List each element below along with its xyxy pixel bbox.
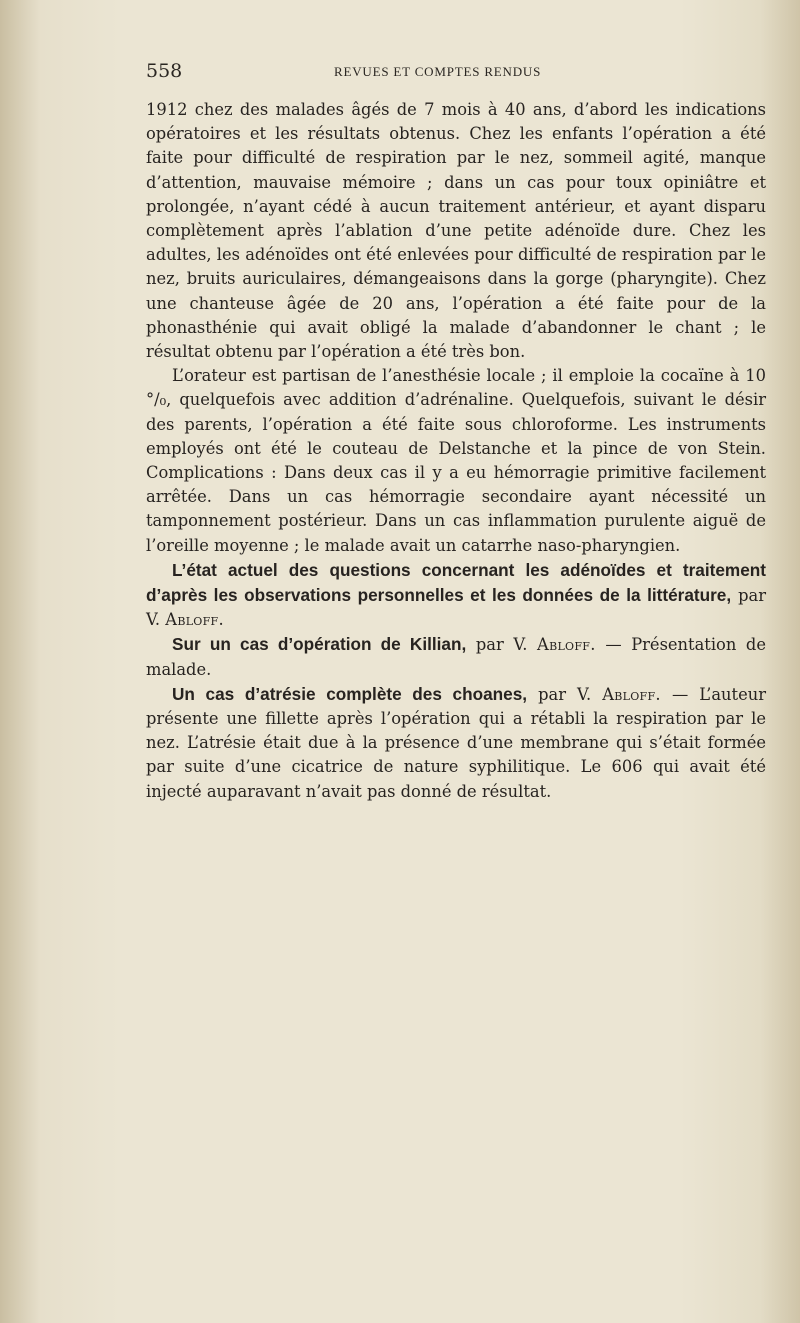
entry-author: Abloff. bbox=[165, 610, 224, 630]
running-title: REVUES ET COMPTES RENDUS bbox=[334, 64, 542, 79]
entry-author: Abloff. bbox=[537, 635, 596, 655]
entry-adenoides bbox=[146, 558, 766, 633]
entry-killian bbox=[146, 632, 766, 681]
page-number: 558 bbox=[146, 60, 183, 82]
entry-title: L’état actuel des questions concernant les adénoïdes et traitement d’après les observations personnelles et les données de la littérature, bbox=[146, 559, 766, 606]
paragraph-anesthesia: L’orateur est partisan de l’anesthésie locale ; il emploie la cocaïne à 10 °/₀, quelquefois avec addition d’adrénaline. Quelquefois, suivant le désir des parents, l’opération a été faite sous chloroforme. Les instruments employés ont été le couteau de Delstanche et la pince de von Stein. Complications : Dans deux cas il y a eu hémorragie primitive facilement arrêtée. Dans un cas hémorragie secondaire ayant nécessité un tamponnement postérieur. Dans un cas inflammation purulente aiguë de l’oreille moyenne ; le malade avait un catarrhe naso-pharyngien. bbox=[146, 366, 766, 555]
entry-by: par V. bbox=[466, 635, 538, 655]
article-body bbox=[146, 98, 766, 804]
entry-title: Sur un cas d’opération de Killian, bbox=[172, 634, 467, 655]
paragraph-continued: 1912 chez des malades âgés de 7 mois à 40 ans, d’abord les indications opératoires et les résultats obtenus. Chez les enfants l’opération a été faite pour difficulté de respiration par le nez, sommeil agité, manque d’attention, mauvaise mémoire ; dans un cas pour toux opiniâtre et prolongée, n’ayant cédé à aucun traitement antérieur, et ayant disparu complètement après l’ablation d’une petite adénoïde dure. Chez les adultes, les adénoïdes ont été enlevées pour difficulté de respiration par le nez, bruits auriculaires, démangeaisons dans la gorge (pharyngite). Chez une chanteuse âgée de 20 ans, l’opération a été faite pour de la phonasthénie qui avait obligé la malade d’abandonner le chant ; le résultat obtenu par l’opération a été très bon. bbox=[146, 100, 766, 362]
entry-atresie bbox=[146, 682, 766, 804]
entry-title: Un cas d’atrésie complète des choanes, bbox=[172, 683, 528, 704]
entry-author: Abloff. bbox=[602, 684, 661, 704]
entry-text: — L’auteur présente une fillette après l’opération qui a rétabli la respiration par le nez. L’atrésie était due à la présence d’une membrane qui s’était formée par suite d’une cicatrice de nature syphilitique. Le 606 qui avait été injecté auparavant n’avait pas donné de résultat. bbox=[146, 684, 766, 801]
page-header bbox=[146, 60, 766, 84]
entry-by: par V. bbox=[527, 684, 603, 704]
entry-by: par V. bbox=[146, 586, 766, 630]
entry-text: — Présentation de malade. bbox=[146, 635, 766, 679]
